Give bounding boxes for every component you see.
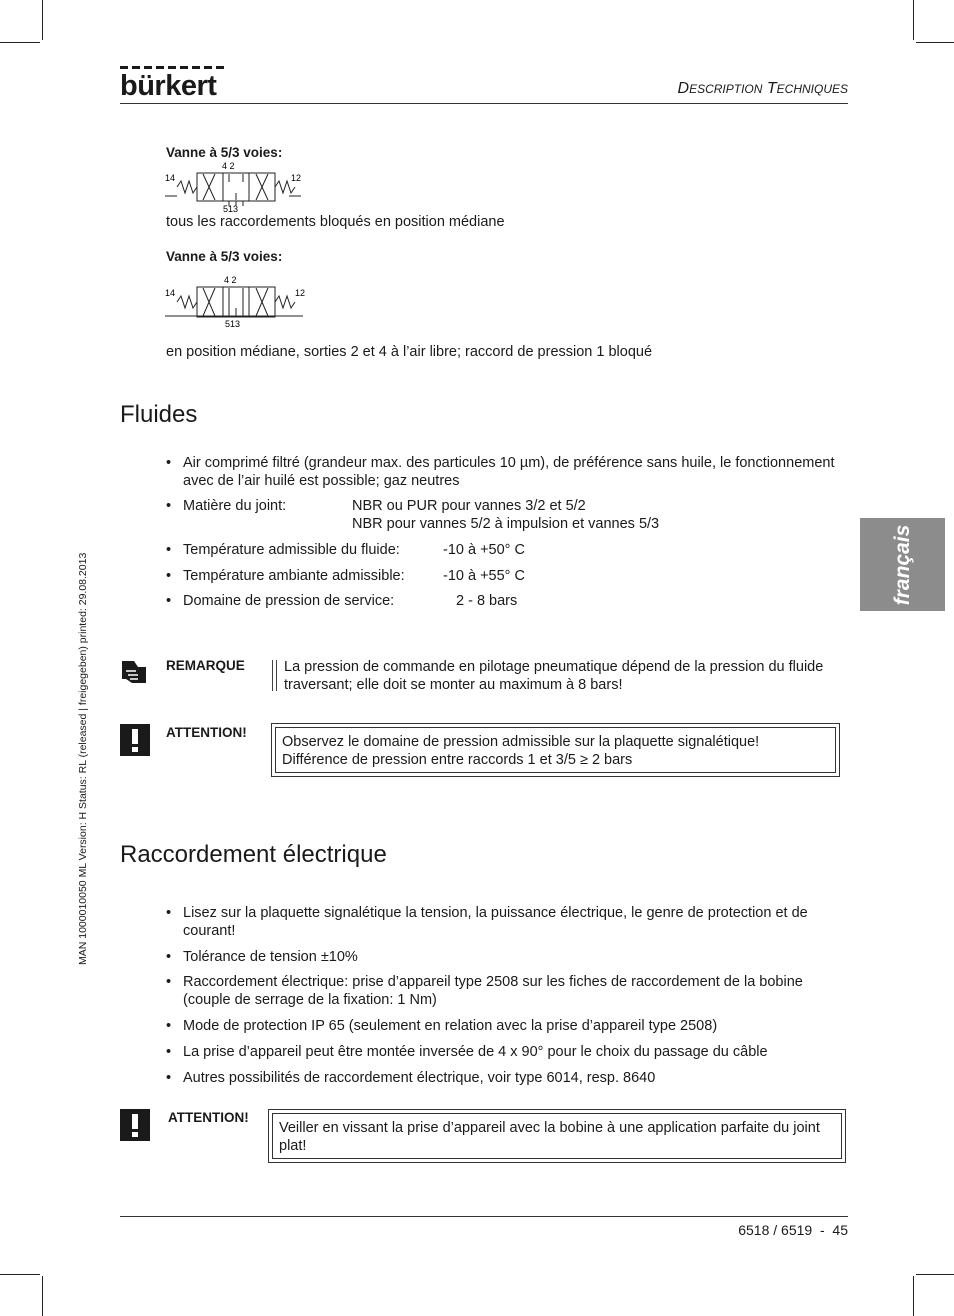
svg-text:12: 12 (295, 288, 305, 298)
electrique-item: • La prise d’appareil peut être montée inversée de 4 x 90° pour le choix du passage du câble (166, 1043, 846, 1061)
electrique-item: • Raccordement électrique: prise d’appareil type 2508 sur les fiches de raccordement de la bobine (couple de serrage de la fixation: 1 Nm) (166, 973, 846, 1009)
footer-rule (120, 1216, 848, 1217)
pression-value: 2 - 8 bars (456, 593, 518, 609)
attention-1-line-2: Différence de pression entre raccords 1 et 3/5 ≥ 2 bars (282, 752, 633, 768)
temp-fluide-value: -10 à +50° C (443, 542, 525, 558)
language-tab: français (860, 518, 945, 611)
fluides-item-pression: • Domaine de pression de service: (166, 592, 836, 610)
valve-1-symbol (163, 160, 303, 216)
note-divider (272, 660, 273, 691)
electrique-heading: Raccordement électrique (120, 841, 387, 868)
attention-1-label: ATTENTION! (166, 725, 247, 740)
crop-mark (42, 1276, 43, 1316)
attention-1-line-1: Observez le domaine de pression admissible sur la plaquette signalétique! (282, 734, 760, 750)
electrique-item: • Mode de protection IP 65 (seulement en relation avec la prise d’appareil type 2508) (166, 1017, 846, 1035)
remarque-text: La pression de commande en pilotage pneumatique dépend de la pression du fluide traversant; elle doit se monter au maximum à 8 bars! (284, 659, 824, 693)
crop-mark (913, 1276, 914, 1316)
remarque-label: REMARQUE (166, 658, 245, 673)
section-title: DESCRIPTION TECHNIQUES (677, 80, 848, 97)
page-number: 6518 / 6519 - 45 (738, 1222, 848, 1238)
crop-mark (0, 42, 40, 43)
crop-mark (0, 1274, 40, 1275)
attention-2-box (268, 1109, 846, 1163)
svg-text:4 2: 4 2 (224, 275, 237, 285)
attention-2-label: ATTENTION! (168, 1110, 249, 1125)
fluides-item-joint: • Matière du joint: (166, 497, 836, 515)
electrique-list-2 (166, 948, 846, 966)
crop-mark (913, 0, 914, 40)
joint-value-1: NBR ou PUR pour vannes 3/2 et 5/2 (352, 498, 586, 514)
electrique-item: • Tolérance de tension ±10% (166, 948, 846, 966)
svg-text:12: 12 (291, 173, 302, 183)
electrique-list-4 (166, 1017, 846, 1035)
crop-mark (916, 42, 954, 43)
electrique-item: • Autres possibilités de raccordement électrique, voir type 6014, resp. 8640 (166, 1069, 846, 1087)
electrique-list-3 (166, 973, 846, 1009)
fluides-list (166, 454, 836, 490)
attention-1-box-inner (275, 727, 836, 773)
joint-value-2: NBR pour vannes 5/2 à impulsion et vannes 5/3 (352, 516, 660, 532)
fluides-item-temp-fluide: • Température admissible du fluide: (166, 541, 836, 559)
electrique-item: • Lisez sur la plaquette signalétique la tension, la puissance électrique, le genre de protection et de courant! (166, 904, 846, 940)
burkert-logo (120, 66, 226, 98)
crop-mark (42, 0, 43, 40)
svg-text:4 2: 4 2 (222, 161, 235, 171)
fluides-item-temp-ambiante: • Température ambiante admissible: (166, 567, 836, 585)
attention-2-box-inner (272, 1113, 842, 1159)
fluides-heading: Fluides (120, 401, 198, 428)
hand-pointer-icon (120, 657, 150, 689)
electrique-list-6 (166, 1069, 846, 1087)
crop-mark (916, 1274, 954, 1275)
valve-2-symbol (163, 272, 305, 330)
attention-1-box (271, 723, 840, 777)
electrique-list-5 (166, 1043, 846, 1061)
fluides-item-air: • Air comprimé filtré (grandeur max. des particules 10 µm), de préférence sans huile, le fonctionnement avec de l’air huilé est possible; gaz neutres (166, 454, 836, 490)
brand-text: bürkert (120, 70, 217, 98)
note-divider (276, 660, 277, 691)
valve-2-label: Vanne à 5/3 voies: (166, 249, 283, 264)
valve-1-caption: tous les raccordements bloqués en position médiane (166, 214, 505, 230)
warning-exclamation-icon (120, 1109, 150, 1141)
svg-text:513: 513 (225, 319, 241, 329)
valve-1-label: Vanne à 5/3 voies: (166, 145, 283, 160)
electrique-list-1 (166, 904, 846, 940)
attention-2-text: Veiller en vissant la prise d’appareil avec la bobine à une application parfaite du joint plat! (279, 1120, 820, 1154)
warning-exclamation-icon (120, 724, 150, 756)
svg-text:14: 14 (165, 288, 176, 298)
header-rule (120, 103, 848, 104)
svg-text:14: 14 (165, 173, 176, 183)
svg-text:513: 513 (223, 204, 239, 214)
valve-2-caption: en position médiane, sorties 2 et 4 à l’air libre; raccord de pression 1 bloqué (166, 344, 653, 360)
temp-ambiante-value: -10 à +55° C (443, 568, 525, 584)
